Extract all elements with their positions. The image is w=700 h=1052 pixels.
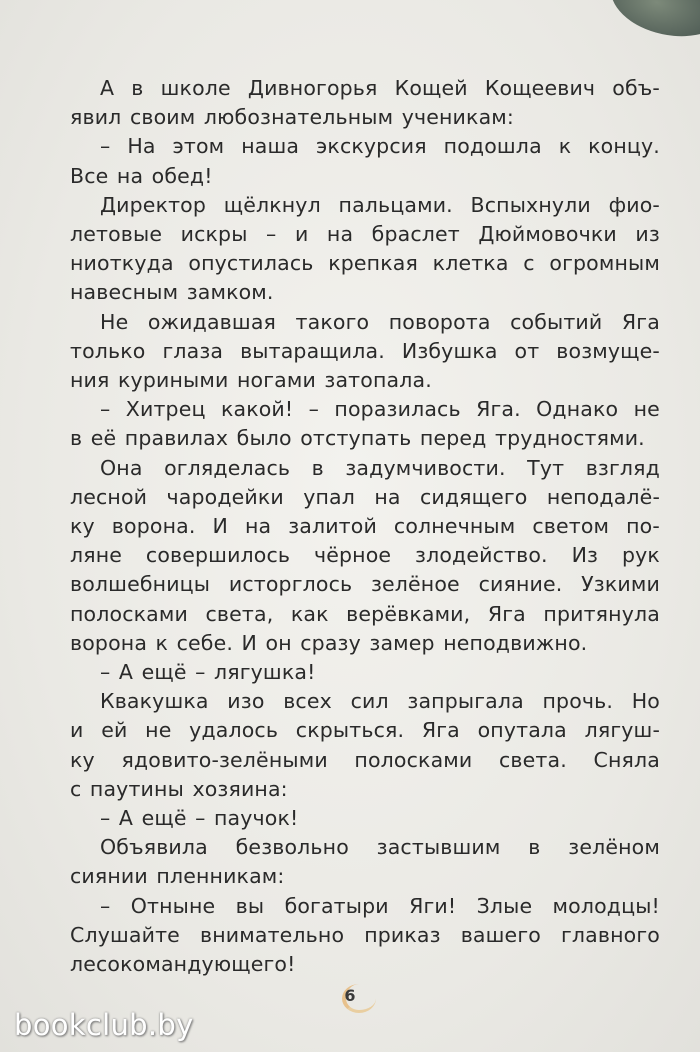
word: залитой xyxy=(288,514,377,539)
word: приказ xyxy=(364,922,441,947)
word: браслет xyxy=(371,222,460,247)
word: внимательно xyxy=(199,922,345,947)
word: на xyxy=(326,222,354,247)
word: Однако xyxy=(536,397,619,422)
word: фио- xyxy=(608,192,660,217)
word: сиянии xyxy=(70,864,148,889)
word: злодейство. xyxy=(415,543,548,568)
word: полосками xyxy=(70,601,188,626)
word: А xyxy=(100,76,115,100)
word: исторглось xyxy=(228,572,353,597)
text-line xyxy=(70,337,660,366)
word: и xyxy=(70,718,84,743)
word: задумчивости. xyxy=(345,455,506,480)
word: ниоткуда xyxy=(70,251,174,276)
word: главного xyxy=(560,922,660,947)
word: экскурсия xyxy=(316,134,427,159)
word: ляне xyxy=(70,543,123,568)
word: упал xyxy=(303,484,356,509)
text-line xyxy=(70,950,660,979)
word: Злые xyxy=(476,893,533,918)
word: он xyxy=(265,630,292,655)
word: ку xyxy=(70,514,95,539)
word: Объявила xyxy=(100,835,208,860)
word: ученикам: xyxy=(401,105,514,130)
text-line xyxy=(70,103,660,132)
word: замком. xyxy=(186,280,274,305)
word: Яга. xyxy=(476,397,521,422)
word: от xyxy=(514,338,540,363)
word: в xyxy=(70,426,83,451)
word: своим xyxy=(129,105,196,130)
word: светом xyxy=(532,514,610,539)
word: А xyxy=(118,806,134,831)
word: света, xyxy=(205,601,274,626)
word: трудностями. xyxy=(494,426,645,451)
text-line xyxy=(70,716,660,745)
word: паучок! xyxy=(213,806,299,831)
word: обед! xyxy=(151,163,213,188)
word: правилах xyxy=(124,426,229,451)
word: лягушка! xyxy=(213,660,316,685)
text-line xyxy=(70,308,660,337)
word: щёлкнул xyxy=(223,192,321,217)
word: с xyxy=(70,776,82,801)
word: Узкими xyxy=(581,572,660,597)
word: Яги! xyxy=(409,893,457,918)
word: удалось xyxy=(189,718,279,743)
word: вытаращила. xyxy=(240,338,385,363)
word: наша xyxy=(241,134,300,159)
text-line xyxy=(70,278,660,307)
word: безвольно xyxy=(235,835,349,860)
word: себе. xyxy=(176,630,233,655)
word: Яга xyxy=(421,718,460,743)
word: отступать xyxy=(300,426,412,451)
word: как xyxy=(290,601,329,626)
word: ещё xyxy=(141,806,187,831)
text-line xyxy=(70,424,660,453)
word: ногами xyxy=(236,368,316,393)
word: Дивногорья xyxy=(247,76,378,100)
word: Яга xyxy=(621,309,660,334)
text-line xyxy=(70,395,660,424)
word: огромным xyxy=(549,251,660,276)
word: паутины xyxy=(89,776,184,801)
word: – xyxy=(100,660,111,685)
word: пальцами. xyxy=(338,192,453,217)
text-line xyxy=(70,629,660,658)
word: лесокомандующего! xyxy=(70,952,296,977)
word: навесным xyxy=(70,280,179,305)
word: богатыри xyxy=(284,893,389,918)
word: Кощей xyxy=(394,76,468,100)
word: поразилась xyxy=(334,397,461,422)
text-line xyxy=(70,220,660,249)
word: прочь. xyxy=(542,689,614,714)
word: вы xyxy=(235,893,265,918)
text-line xyxy=(70,512,660,541)
word: Она xyxy=(100,455,143,480)
word: – xyxy=(266,222,277,247)
word: запрыгала xyxy=(407,689,524,714)
word: по- xyxy=(626,514,660,539)
word: ку xyxy=(70,747,95,772)
word: клетка xyxy=(432,251,509,276)
word: пленникам: xyxy=(156,864,285,889)
word: ния xyxy=(70,368,110,393)
word: Из xyxy=(571,543,599,568)
word: зелёное xyxy=(370,572,460,597)
word: школе xyxy=(160,76,231,100)
word: Отныне xyxy=(130,893,216,918)
word: На xyxy=(127,134,156,159)
word: хозяина: xyxy=(192,776,288,801)
text-line xyxy=(70,570,660,599)
word: чародейки xyxy=(166,484,284,509)
word: притянула xyxy=(543,601,660,626)
word: Квакушка xyxy=(100,689,209,714)
word: событий xyxy=(510,309,603,334)
word: – xyxy=(100,134,111,159)
word: изо xyxy=(227,689,265,714)
word: Дюймовочки xyxy=(478,222,617,247)
word: на xyxy=(374,484,401,509)
text-line xyxy=(70,483,660,512)
word: Не xyxy=(100,309,129,334)
watermark: bookclub.by xyxy=(14,1008,194,1042)
word: Директор xyxy=(100,192,207,217)
word: – xyxy=(100,893,111,918)
word: всех xyxy=(283,689,332,714)
word: молодцы! xyxy=(552,893,660,918)
word: волшебницы xyxy=(70,572,211,597)
word: ей xyxy=(101,718,128,743)
word: сразу xyxy=(300,630,361,655)
text-line xyxy=(70,600,660,629)
word: взгляд xyxy=(585,455,660,480)
word: любознательным xyxy=(203,105,394,130)
word: скрыться. xyxy=(295,718,405,743)
page-number: 6 xyxy=(344,986,356,1005)
word: – xyxy=(195,806,206,831)
word: неподалё- xyxy=(546,484,660,509)
word: И xyxy=(212,514,228,539)
word: явил xyxy=(70,105,122,130)
word: этом xyxy=(172,134,225,159)
word: не xyxy=(633,397,660,422)
word: затопала. xyxy=(324,368,432,393)
text-line xyxy=(70,249,660,278)
word: и xyxy=(294,222,309,247)
word: сидящего xyxy=(419,484,528,509)
word: вашего xyxy=(460,922,541,947)
story-text xyxy=(70,74,660,979)
word: какой! xyxy=(220,397,294,422)
word: зелёном xyxy=(568,835,660,860)
word: из xyxy=(635,222,660,247)
word: совершилось xyxy=(145,543,291,568)
word: перед xyxy=(419,426,487,451)
word: – xyxy=(100,397,111,422)
word: Яга xyxy=(487,601,526,626)
word: замер xyxy=(369,630,435,655)
text-line xyxy=(70,746,660,775)
word: рук xyxy=(621,543,660,568)
page-corner-decoration xyxy=(604,0,700,47)
word: возмуще- xyxy=(556,338,660,363)
text-line xyxy=(70,454,660,483)
word: ещё xyxy=(141,660,187,685)
word: объ- xyxy=(612,76,660,100)
word: в xyxy=(311,455,324,480)
word: – xyxy=(100,806,111,831)
text-line xyxy=(70,775,660,804)
text-line xyxy=(70,921,660,950)
word: ворона. xyxy=(111,514,196,539)
word: верёвками, xyxy=(346,601,471,626)
word: только xyxy=(70,338,146,363)
word: не xyxy=(145,718,172,743)
text-line xyxy=(70,804,660,833)
word: Сняла xyxy=(593,747,660,772)
text-line xyxy=(70,366,660,395)
word: к xyxy=(558,134,572,159)
word: глаза xyxy=(162,338,224,363)
word: Вспыхнули xyxy=(470,192,591,217)
word: ожидавшая xyxy=(147,309,277,334)
word: чёрное xyxy=(314,543,392,568)
word: подошла xyxy=(443,134,542,159)
word: Избушка xyxy=(401,338,498,363)
word: огляделась xyxy=(164,455,291,480)
word: её xyxy=(90,426,117,451)
word: солнечным xyxy=(393,514,516,539)
word: – xyxy=(308,397,320,422)
word: неподвижно. xyxy=(443,630,588,655)
text-line xyxy=(70,74,660,103)
word: поворота xyxy=(388,309,491,334)
word: Тут xyxy=(527,455,565,480)
word: Хитрец xyxy=(125,397,206,422)
word: Но xyxy=(631,689,660,714)
word: опутала xyxy=(477,718,567,743)
word: к xyxy=(155,630,169,655)
word: на xyxy=(244,514,272,539)
text-line xyxy=(70,687,660,716)
word: лесной xyxy=(70,484,148,509)
word: сил xyxy=(350,689,389,714)
word: ядовито-зелёными xyxy=(121,747,328,772)
text-line xyxy=(70,862,660,891)
text-line xyxy=(70,132,660,161)
word: Кощеевич xyxy=(484,76,596,100)
word: сияние. xyxy=(478,572,563,597)
word: – xyxy=(195,660,206,685)
text-line xyxy=(70,162,660,191)
word: с xyxy=(523,251,535,276)
word: Все xyxy=(70,163,109,188)
word: ворона xyxy=(70,630,148,655)
word: застывшим xyxy=(376,835,501,860)
word: лягуш- xyxy=(584,718,660,743)
text-line xyxy=(70,833,660,862)
word: А xyxy=(118,660,134,685)
word: летовые xyxy=(70,222,163,247)
word: куриными xyxy=(118,368,229,393)
word: полосками xyxy=(354,747,473,772)
word: искры xyxy=(180,222,248,247)
word: И xyxy=(241,630,257,655)
word: в xyxy=(131,76,144,100)
word: света. xyxy=(499,747,567,772)
word: было xyxy=(236,426,292,451)
word: такого xyxy=(295,309,370,334)
text-line xyxy=(70,658,660,687)
word: Слушайте xyxy=(70,922,180,947)
text-line xyxy=(70,892,660,921)
text-line xyxy=(70,541,660,570)
word: в xyxy=(528,835,541,860)
word: опустилась xyxy=(188,251,314,276)
word: крепкая xyxy=(328,251,418,276)
word: концу. xyxy=(588,134,660,159)
text-line xyxy=(70,191,660,220)
word: на xyxy=(116,163,144,188)
